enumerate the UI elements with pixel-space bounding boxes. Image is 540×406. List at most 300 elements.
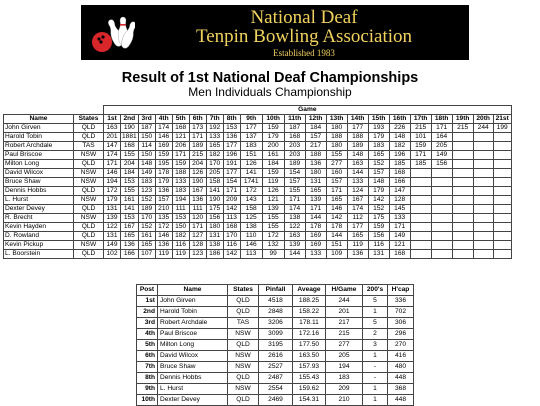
- game-score-cell: [493, 232, 511, 241]
- game-score-cell: [410, 178, 431, 187]
- game-score-cell: [452, 250, 473, 259]
- game-score-cell: 114: [138, 142, 155, 151]
- game-score-cell: [410, 232, 431, 241]
- game-score-cell: 185: [389, 160, 410, 169]
- game-score-cell: [410, 169, 431, 178]
- game-score-cell: 158: [240, 205, 262, 214]
- position-cell: 8th: [137, 373, 158, 384]
- game-score-cell: 171: [104, 160, 121, 169]
- player-name-cell: Kevin Hayden: [4, 223, 74, 232]
- state-cell: NSW: [74, 214, 104, 223]
- game-score-cell: 132: [262, 241, 284, 250]
- bowling-pins-logo: [87, 9, 135, 57]
- games-header-cell: 5th: [172, 115, 189, 124]
- game-score-cell: [493, 169, 511, 178]
- game-score-cell: 146: [104, 169, 121, 178]
- games-header-cell: 19th: [452, 115, 473, 124]
- summary-header-cell: Aveage: [293, 285, 326, 296]
- game-score-cell: [410, 250, 431, 259]
- state-cell: QLD: [228, 307, 259, 318]
- average-cell: 188.25: [293, 296, 326, 307]
- game-score-cell: 138: [240, 223, 262, 232]
- game-score-cell: 152: [368, 205, 389, 214]
- game-score-cell: 174: [104, 151, 121, 160]
- handicap-cell: 270: [388, 340, 414, 351]
- player-name-cell: Robert Archdale: [4, 142, 74, 151]
- game-score-cell: 180: [326, 124, 347, 133]
- pinfall-cell: 4518: [259, 296, 293, 307]
- game-score-cell: 149: [389, 232, 410, 241]
- state-cell: QLD: [74, 124, 104, 133]
- game-score-cell: 170: [138, 214, 155, 223]
- game-score-cell: 180: [305, 169, 326, 178]
- game-score-cell: 161: [121, 196, 139, 205]
- handicap-cell: 480: [388, 362, 414, 373]
- game-score-cell: 139: [305, 196, 326, 205]
- game-score-cell: [452, 232, 473, 241]
- game-score-cell: 136: [121, 241, 139, 250]
- game-score-cell: 194: [104, 178, 121, 187]
- state-cell: QLD: [74, 223, 104, 232]
- game-score-cell: 144: [326, 232, 347, 241]
- table-row: [4, 124, 512, 133]
- game-score-cell: 166: [121, 250, 139, 259]
- state-cell: QLD: [228, 373, 259, 384]
- table-row: [4, 133, 512, 142]
- game-score-cell: [431, 214, 452, 223]
- game-score-cell: 170: [206, 160, 223, 169]
- game-score-cell: [473, 232, 493, 241]
- game-score-cell: 109: [326, 250, 347, 259]
- pinfall-cell: 2848: [259, 307, 293, 318]
- game-score-cell: [493, 205, 511, 214]
- game-score-cell: 136: [223, 133, 240, 142]
- game-score-cell: 151: [326, 241, 347, 250]
- game-score-cell: 196: [389, 151, 410, 160]
- game-score-cell: [452, 214, 473, 223]
- game-score-cell: [473, 151, 493, 160]
- table-row: [4, 169, 512, 178]
- game-score-cell: 180: [206, 223, 223, 232]
- games-header-cell: 2nd: [121, 115, 139, 124]
- player-name-cell: John Girven: [4, 124, 74, 133]
- game-score-cell: 120: [189, 214, 206, 223]
- game-score-cell: 124: [347, 187, 368, 196]
- table-row: [4, 160, 512, 169]
- game-score-cell: 169: [305, 241, 326, 250]
- games-header-cell: 1st: [104, 115, 121, 124]
- game-score-cell: 155: [262, 214, 284, 223]
- game-score-cell: 159: [262, 124, 284, 133]
- game-score-cell: 133: [172, 178, 189, 187]
- game-score-cell: 131: [206, 232, 223, 241]
- position-cell: 10th: [137, 395, 158, 406]
- game-score-cell: 209: [223, 196, 240, 205]
- game-score-cell: [410, 187, 431, 196]
- game-score-cell: 159: [155, 151, 172, 160]
- game-score-cell: 156: [368, 232, 389, 241]
- game-score-cell: 122: [104, 223, 121, 232]
- player-name-cell: L. Hurst: [158, 384, 228, 395]
- game-score-cell: 189: [284, 160, 305, 169]
- games-header-cell: 10th: [262, 115, 284, 124]
- game-score-cell: 146: [155, 133, 172, 142]
- table-row: [137, 329, 414, 340]
- game-score-cell: 147: [104, 142, 121, 151]
- game-score-cell: 148: [368, 178, 389, 187]
- game-score-cell: 178: [305, 223, 326, 232]
- game-score-cell: [493, 223, 511, 232]
- high-game-cell: 201: [326, 307, 363, 318]
- table-row: [137, 296, 414, 307]
- game-score-cell: [410, 223, 431, 232]
- game-score-cell: 177: [347, 124, 368, 133]
- position-cell: 2nd: [137, 307, 158, 318]
- player-name-cell: Dexter Devey: [158, 395, 228, 406]
- state-cell: NSW: [74, 169, 104, 178]
- game-score-cell: 200: [262, 142, 284, 151]
- games-header-cell: 21st: [493, 115, 511, 124]
- position-cell: 7th: [137, 362, 158, 373]
- handicap-cell: 368: [388, 384, 414, 395]
- game-score-cell: 131: [104, 232, 121, 241]
- state-cell: TAS: [228, 318, 259, 329]
- state-cell: QLD: [74, 250, 104, 259]
- high-game-cell: 210: [326, 395, 363, 406]
- game-score-cell: 121: [389, 241, 410, 250]
- game-score-cell: 183: [368, 142, 389, 151]
- game-score-cell: 186: [206, 250, 223, 259]
- player-name-cell: Paul Briscoe: [158, 329, 228, 340]
- game-score-cell: 159: [410, 142, 431, 151]
- game-score-cell: 217: [305, 142, 326, 151]
- game-score-cell: 161: [138, 232, 155, 241]
- association-banner: [81, 5, 469, 60]
- two-hundreds-cell: -: [363, 362, 388, 373]
- game-score-cell: 125: [240, 214, 262, 223]
- game-score-cell: 190: [121, 124, 139, 133]
- game-score-cell: 144: [284, 250, 305, 259]
- game-score-cell: 190: [206, 196, 223, 205]
- game-score-cell: 167: [121, 223, 139, 232]
- summary-header-cell: Pinfall: [259, 285, 293, 296]
- game-score-cell: 174: [284, 205, 305, 214]
- games-header-cell: 7th: [206, 115, 223, 124]
- game-score-cell: 188: [347, 133, 368, 142]
- game-score-cell: 153: [172, 214, 189, 223]
- game-score-cell: 149: [138, 169, 155, 178]
- games-header-cell: 12th: [305, 115, 326, 124]
- game-score-cell: 1881: [122, 133, 137, 140]
- game-score-cell: [410, 205, 431, 214]
- game-score-cell: 163: [284, 232, 305, 241]
- game-score-cell: 157: [155, 196, 172, 205]
- table-row: [137, 307, 414, 318]
- table-row: [4, 142, 512, 151]
- summary-header-cell: Name: [158, 285, 228, 296]
- handicap-cell: 306: [388, 318, 414, 329]
- high-game-cell: 277: [326, 340, 363, 351]
- game-score-cell: 174: [155, 124, 172, 133]
- games-header-cell: Name: [4, 115, 74, 124]
- pinfall-cell: 2527: [259, 362, 293, 373]
- game-score-cell: 119: [262, 178, 284, 187]
- game-score-cell: 139: [262, 205, 284, 214]
- summary-header-cell: 200's: [363, 285, 388, 296]
- games-header-cell: 4th: [155, 115, 172, 124]
- game-score-cell: 155: [121, 151, 139, 160]
- game-score-cell: 165: [326, 196, 347, 205]
- game-score-cell: 133: [347, 178, 368, 187]
- average-cell: 177.50: [293, 340, 326, 351]
- table-row: [4, 151, 512, 160]
- banner-title-line2: Tenpin Bowling Association: [195, 26, 413, 47]
- player-name-cell: Milton Long: [158, 340, 228, 351]
- summary-header-row: [137, 285, 414, 296]
- game-score-cell: 179: [368, 187, 389, 196]
- game-score-cell: 183: [172, 187, 189, 196]
- game-score-cell: 173: [189, 124, 206, 133]
- game-score-cell: 163: [347, 160, 368, 169]
- game-score-cell: 154: [284, 169, 305, 178]
- table-row: [4, 178, 512, 187]
- game-score-cell: 119: [172, 250, 189, 259]
- game-score-cell: 141: [240, 169, 262, 178]
- state-cell: QLD: [74, 187, 104, 196]
- game-score-cell: 195: [155, 160, 172, 169]
- game-score-cell: 193: [368, 124, 389, 133]
- game-score-cell: [452, 205, 473, 214]
- state-cell: QLD: [74, 232, 104, 241]
- table-row: [137, 351, 414, 362]
- game-score-cell: 203: [284, 151, 305, 160]
- game-score-cell: 171: [305, 205, 326, 214]
- state-cell: NSW: [74, 196, 104, 205]
- player-name-cell: Robert Archdale: [158, 318, 228, 329]
- game-score-cell: 185: [410, 160, 431, 169]
- game-score-cell: 203: [284, 142, 305, 151]
- game-score-cell: 188: [326, 133, 347, 142]
- game-score-cell: 136: [155, 187, 172, 196]
- game-score-cell: 155: [326, 151, 347, 160]
- player-name-cell: Dennis Hobbs: [4, 187, 74, 196]
- table-row: [4, 214, 512, 223]
- player-name-cell: D. Rowland: [4, 232, 74, 241]
- game-score-cell: 149: [104, 241, 121, 250]
- game-score-cell: 156: [206, 214, 223, 223]
- game-score-cell: 144: [347, 169, 368, 178]
- game-score-cell: 99: [262, 250, 284, 259]
- game-score-cell: 171: [223, 187, 240, 196]
- game-score-cell: 153: [121, 178, 139, 187]
- game-score-cell: 191: [223, 160, 240, 169]
- games-header-row: [4, 115, 512, 124]
- game-score-cell: 152: [138, 223, 155, 232]
- game-score-cell: 164: [431, 133, 452, 142]
- game-score-cell: [431, 223, 452, 232]
- pinfall-cell: 2554: [259, 384, 293, 395]
- games-header-cell: 14th: [347, 115, 368, 124]
- two-hundreds-cell: -: [363, 373, 388, 384]
- game-score-cell: 199: [493, 124, 511, 133]
- table-row: [137, 362, 414, 373]
- handicap-cell: 296: [388, 329, 414, 340]
- game-score-cell: 131: [368, 250, 389, 259]
- game-score-cell: 167: [347, 196, 368, 205]
- game-score-cell: 177: [223, 169, 240, 178]
- game-score-cell: 215: [452, 124, 473, 133]
- game-score-cell: [473, 241, 493, 250]
- high-game-cell: 217: [326, 318, 363, 329]
- game-score-cell: 159: [262, 169, 284, 178]
- high-game-cell: 209: [326, 384, 363, 395]
- page-title: Result of 1st National Deaf Championships: [121, 70, 419, 86]
- state-cell: NSW: [228, 362, 259, 373]
- high-game-cell: 244: [326, 296, 363, 307]
- game-score-cell: 244: [473, 124, 493, 133]
- game-score-cell: [431, 187, 452, 196]
- game-score-cell: [452, 241, 473, 250]
- game-score-cell: 177: [223, 142, 240, 151]
- game-score-cell: 131: [104, 205, 121, 214]
- pinfall-cell: 3195: [259, 340, 293, 351]
- game-score-cell: 169: [305, 232, 326, 241]
- game-score-cell: 179: [155, 178, 172, 187]
- game-score-cell: 179: [368, 133, 389, 142]
- player-name-cell: Bruce Shaw: [158, 362, 228, 373]
- games-header-cell: 13th: [326, 115, 347, 124]
- player-name-cell: Dexter Devey: [4, 205, 74, 214]
- game-score-cell: 143: [240, 196, 262, 205]
- game-score-cell: 159: [368, 223, 389, 232]
- game-score-cell: 171: [410, 151, 431, 160]
- game-score-cell: 205: [431, 142, 452, 151]
- game-score-cell: 145: [389, 205, 410, 214]
- game-score-cell: [473, 169, 493, 178]
- game-score-cell: 194: [172, 196, 189, 205]
- player-name-cell: L. Hurst: [4, 196, 74, 205]
- state-cell: QLD: [74, 205, 104, 214]
- game-score-cell: [452, 133, 473, 142]
- two-hundreds-cell: 1: [363, 351, 388, 362]
- game-score-cell: [493, 187, 511, 196]
- game-score-cell: 116: [223, 241, 240, 250]
- game-score-cell: [473, 205, 493, 214]
- player-name-cell: Paul Briscoe: [4, 151, 74, 160]
- game-score-cell: [431, 205, 452, 214]
- handicap-cell: 448: [388, 373, 414, 384]
- two-hundreds-cell: 1: [363, 395, 388, 406]
- game-score-cell: 141: [121, 205, 139, 214]
- game-score-cell: [493, 142, 511, 151]
- game-score-cell: [473, 178, 493, 187]
- game-score-cell: 102: [104, 250, 121, 259]
- game-score-cell: 171: [326, 187, 347, 196]
- state-cell: QLD: [228, 395, 259, 406]
- game-score-cell: 141: [206, 187, 223, 196]
- game-score-cell: 188: [172, 169, 189, 178]
- average-cell: 155.43: [293, 373, 326, 384]
- average-cell: 154.31: [293, 395, 326, 406]
- game-score-cell: 174: [347, 205, 368, 214]
- player-name-cell: Harold Tobin: [158, 307, 228, 318]
- game-score-cell: 113: [223, 214, 240, 223]
- pinfall-cell: 2469: [259, 395, 293, 406]
- game-score-cell: 136: [305, 160, 326, 169]
- game-score-cell: [473, 250, 493, 259]
- table-row: [4, 196, 512, 205]
- two-hundreds-cell: 5: [363, 296, 388, 307]
- games-header-cell: States: [74, 115, 104, 124]
- state-cell: NSW: [74, 151, 104, 160]
- game-score-cell: 139: [284, 241, 305, 250]
- game-score-cell: 138: [206, 241, 223, 250]
- game-score-cell: [431, 232, 452, 241]
- game-score-cell: 151: [240, 151, 262, 160]
- game-score-cell: [493, 214, 511, 223]
- game-score-cell: 150: [172, 223, 189, 232]
- game-score-cell: 157: [305, 133, 326, 142]
- table-row: [137, 373, 414, 384]
- player-name-cell: Kevin Pickup: [4, 241, 74, 250]
- game-score-cell: [493, 151, 511, 160]
- game-score-cell: [452, 223, 473, 232]
- position-cell: 1st: [137, 296, 158, 307]
- game-score-cell: 189: [189, 142, 206, 151]
- game-score-cell: 111: [172, 205, 189, 214]
- game-score-cell: 119: [155, 250, 172, 259]
- game-score-cell: 121: [262, 196, 284, 205]
- game-score-cell: 146: [155, 232, 172, 241]
- games-header-cell: 3rd: [138, 115, 155, 124]
- games-group-header-row: [4, 106, 512, 115]
- summary-header-cell: H'cap: [388, 285, 414, 296]
- average-cell: 158.22: [293, 307, 326, 318]
- game-score-cell: [473, 160, 493, 169]
- table-row: [4, 223, 512, 232]
- game-score-cell: 148: [347, 151, 368, 160]
- table-row: [137, 395, 414, 406]
- state-cell: NSW: [228, 351, 259, 362]
- games-header-cell: 6th: [189, 115, 206, 124]
- player-name-cell: David Wilcox: [158, 351, 228, 362]
- game-score-cell: 1741: [240, 178, 262, 187]
- state-cell: QLD: [228, 296, 259, 307]
- game-score-cell: 177: [240, 124, 262, 133]
- game-score-cell: 165: [305, 187, 326, 196]
- game-score-cell: [452, 142, 473, 151]
- game-score-cell: 153: [121, 214, 139, 223]
- game-score-cell: [452, 196, 473, 205]
- games-header-cell: 8th: [223, 115, 240, 124]
- game-score-cell: [473, 187, 493, 196]
- position-cell: 9th: [137, 384, 158, 395]
- position-cell: 6th: [137, 351, 158, 362]
- game-score-cell: 178: [155, 169, 172, 178]
- player-name-cell: L. Boorstein: [4, 250, 74, 259]
- player-name-cell: Bruce Shaw: [4, 178, 74, 187]
- state-cell: QLD: [228, 340, 259, 351]
- game-score-cell: 137: [240, 133, 262, 142]
- game-score-cell: 128: [389, 196, 410, 205]
- games-header-cell: 9th: [240, 115, 262, 124]
- average-cell: 163.50: [293, 351, 326, 362]
- game-score-cell: 180: [326, 142, 347, 151]
- games-header-cell: 11th: [284, 115, 305, 124]
- two-hundreds-cell: 5: [363, 318, 388, 329]
- game-score-cell: 189: [138, 205, 155, 214]
- game-score-cell: 165: [138, 241, 155, 250]
